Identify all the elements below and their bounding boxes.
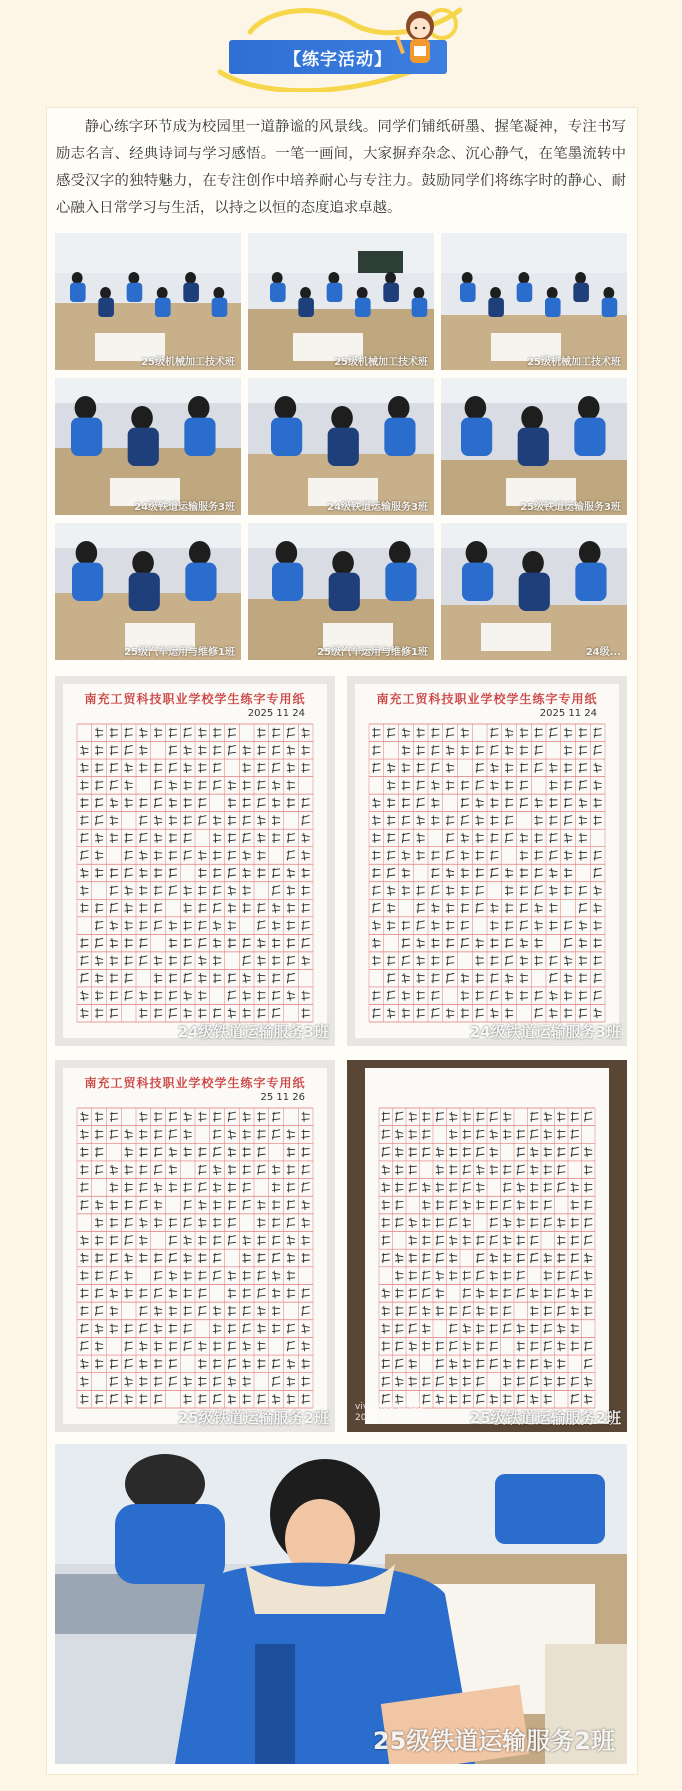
classroom-scene-illustration xyxy=(441,233,627,370)
paper-school-header: 南充工贸科技职业学校学生练字专用纸 xyxy=(84,692,306,706)
photo-caption: 24级铁道运输服务3班 xyxy=(177,1023,329,1041)
photo-caption: 25级汽车运用与维修1班 xyxy=(317,647,428,658)
classroom-scene-illustration xyxy=(248,523,434,660)
classroom-scene-illustration xyxy=(248,378,434,515)
paper-date: 25 11 26 xyxy=(260,1092,305,1103)
classroom-photo xyxy=(248,233,434,370)
photo-caption: 24级... xyxy=(585,647,621,658)
camera-watermark xyxy=(355,1402,435,1424)
paper-school-header: 南充工贸科技职业学校学生练字专用纸 xyxy=(84,1076,306,1090)
section-title: 【练字活动】 xyxy=(229,40,447,74)
classroom-scene-illustration xyxy=(248,233,434,370)
photo-caption: 25级铁道运输服务2班 xyxy=(469,1409,621,1427)
teacher-mascot-icon xyxy=(392,6,448,74)
classroom-scene-illustration xyxy=(441,378,627,515)
handwriting-sheet-illustration xyxy=(55,1060,335,1432)
header xyxy=(0,0,682,95)
paper-school-header: 南充工贸科技职业学校学生练字专用纸 xyxy=(376,692,598,706)
handwriting-paper-photo xyxy=(55,1060,335,1432)
photo-caption: 25级汽车运用与维修1班 xyxy=(124,647,235,658)
classroom-photo xyxy=(55,378,241,515)
classroom-photo xyxy=(441,233,627,370)
paper-date: 2025 11 24 xyxy=(539,708,597,719)
handwriting-sheet-illustration xyxy=(347,676,627,1046)
photo-caption: 25级机械加工技术班 xyxy=(141,357,235,368)
handwriting-sheet-illustration xyxy=(55,676,335,1046)
classroom-photo xyxy=(441,378,627,515)
photo-caption: 24级铁道运输服务3班 xyxy=(134,502,235,513)
classroom-scene-illustration xyxy=(55,378,241,515)
handwriting-paper-photo xyxy=(55,676,335,1046)
classroom-photo xyxy=(55,233,241,370)
handwriting-sheet-illustration xyxy=(347,1060,627,1432)
classroom-photo xyxy=(441,523,627,660)
classroom-photo xyxy=(248,378,434,515)
student-writing-illustration xyxy=(55,1444,627,1764)
paper-date: 2025 11 24 xyxy=(247,708,305,719)
photo-caption: 25级机械加工技术班 xyxy=(334,357,428,368)
intro-paragraph: 静心练字环节成为校园里一道静谧的风景线。同学们铺纸研墨、握笔凝神，专注书写励志名言、经典诗词与学习感悟。一笔一画间，大家摒弃杂念、沉心静气，在笔墨流转中感受汉字的独特魅力，在专注创作中培养耐心与专注力。鼓励同学们将练字时的静心、耐心融入日常学习与生活，以持之以恒的态度追求卓越。 xyxy=(56,119,626,216)
classroom-scene-illustration xyxy=(55,523,241,660)
photo-caption: 24级铁道运输服务3班 xyxy=(327,502,428,513)
handwriting-paper-photo xyxy=(347,676,627,1046)
photo-caption: 25级机械加工技术班 xyxy=(527,357,621,368)
classroom-scene-illustration xyxy=(441,523,627,660)
watermark-brand: vivo X60 ZEISS xyxy=(355,1402,423,1412)
classroom-photo xyxy=(55,523,241,660)
photo-caption: 25级铁道运输服务2班 xyxy=(177,1409,329,1427)
watermark-time: 2025.11.26 10:13 xyxy=(355,1413,436,1423)
classroom-photo xyxy=(248,523,434,660)
photo-caption: 24级铁道运输服务3班 xyxy=(469,1023,621,1041)
classroom-scene-illustration xyxy=(55,233,241,370)
large-photo-caption: 25级铁道运输服务2班 xyxy=(372,1727,615,1755)
photo-caption: 25级铁道运输服务3班 xyxy=(520,502,621,513)
large-student-photo xyxy=(55,1444,627,1764)
handwriting-paper-photo xyxy=(347,1060,627,1432)
